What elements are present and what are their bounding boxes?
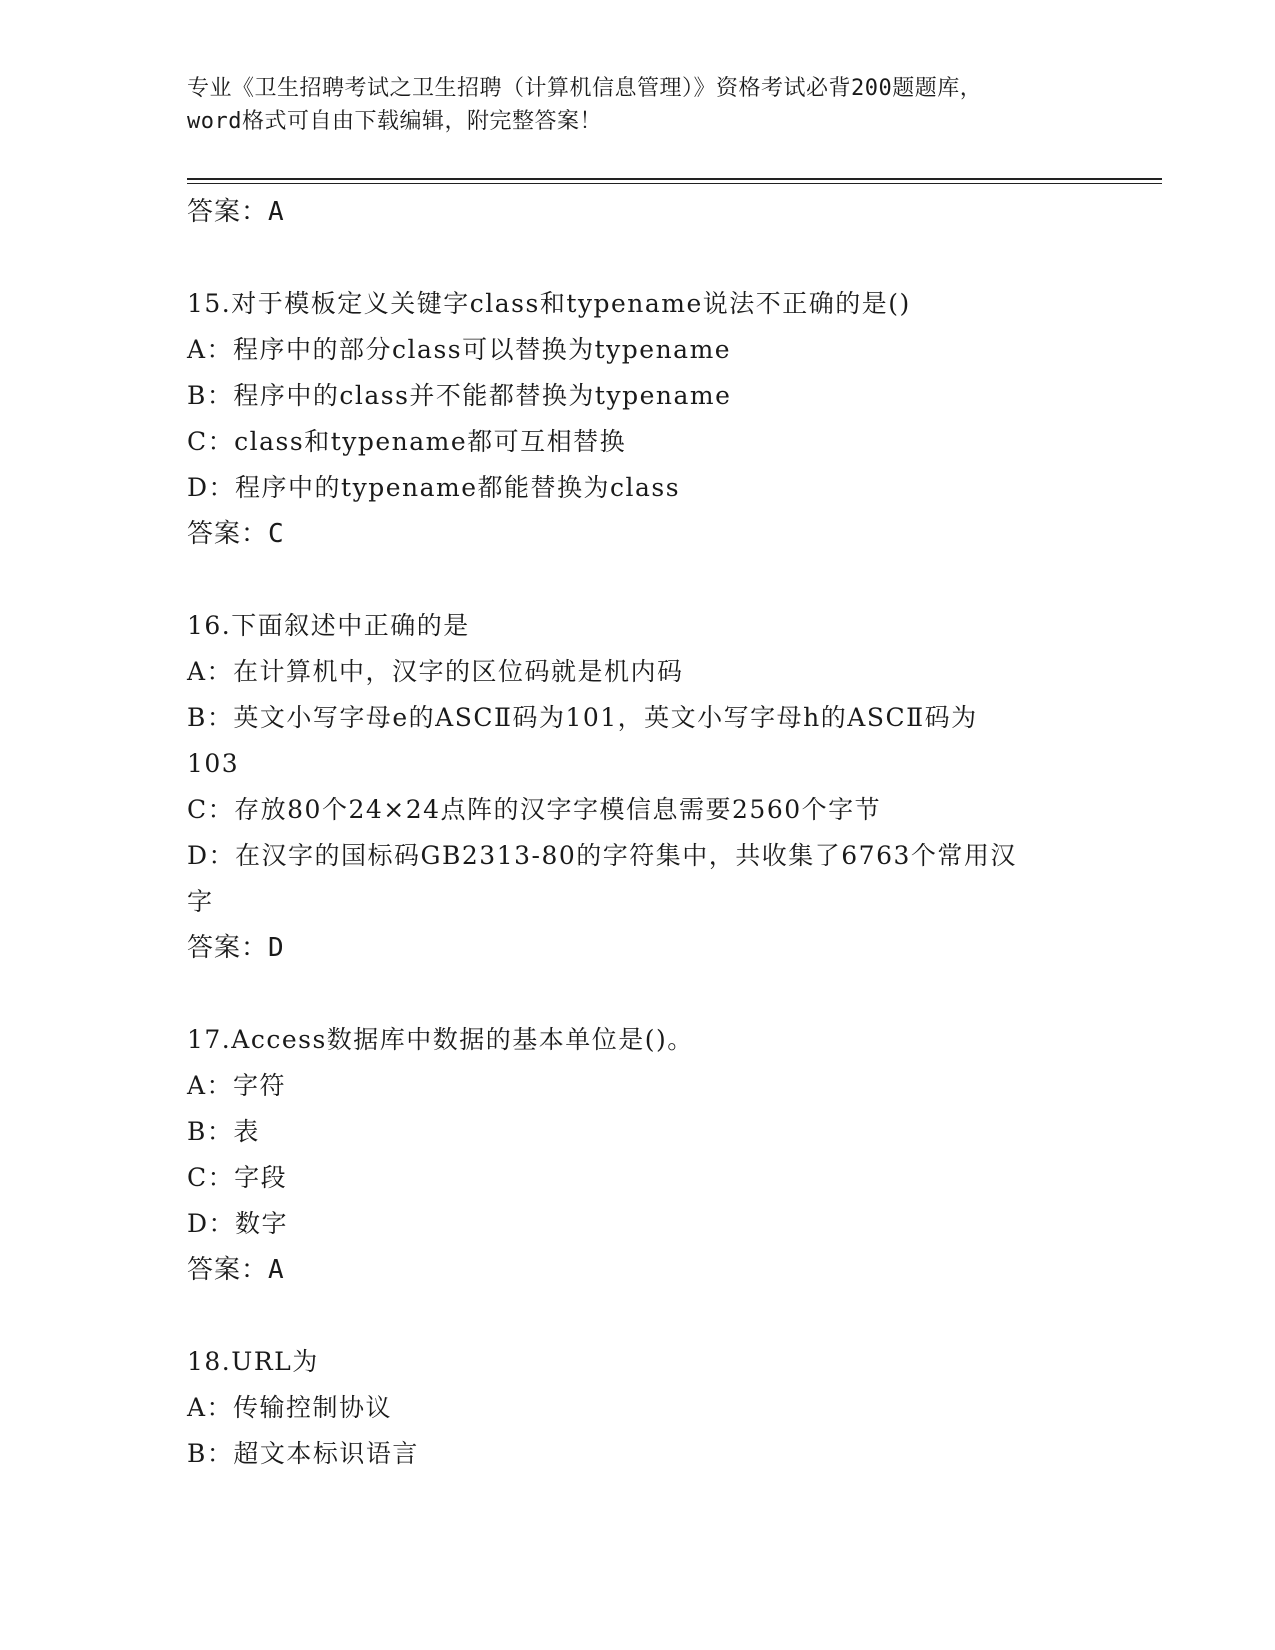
- header-title-line-2: word格式可自由下载编辑，附完整答案！: [187, 109, 602, 134]
- option-d: D：数字: [187, 1209, 289, 1238]
- answer-16: 答案：D: [187, 933, 285, 963]
- question-15: [187, 281, 1087, 557]
- question-stem: 16.下面叙述中正确的是: [187, 611, 470, 640]
- question-stem: 15.对于模板定义关键字class和typename说法不正确的是(): [187, 289, 911, 318]
- question-stem: 17.Access数据库中数据的基本单位是()。: [187, 1025, 694, 1054]
- option-d-continued: 字: [187, 887, 214, 916]
- option-a: A：在计算机中，汉字的区位码就是机内码: [187, 657, 684, 686]
- question-stem: 18.URL为: [187, 1347, 319, 1376]
- answer-17: 答案：A: [187, 1255, 285, 1285]
- option-d: D：程序中的typename都能替换为class: [187, 473, 681, 502]
- spacer: [187, 1293, 1087, 1339]
- option-b-continued: 103: [187, 749, 240, 778]
- question-list: [187, 189, 1087, 1477]
- question-17: [187, 1017, 1087, 1293]
- document-page: [187, 0, 1162, 1650]
- question-16: [187, 603, 1087, 971]
- option-c: C：存放80个24×24点阵的汉字字模信息需要2560个字节: [187, 795, 882, 824]
- document-header: [187, 72, 1087, 138]
- answer-15: 答案：C: [187, 519, 285, 549]
- option-a: A：字符: [187, 1071, 287, 1100]
- option-a: A：程序中的部分class可以替换为typename: [187, 335, 732, 364]
- spacer: [187, 557, 1087, 603]
- option-c: C：字段: [187, 1163, 288, 1192]
- option-a: A：传输控制协议: [187, 1393, 393, 1422]
- answer-14: 答案：A: [187, 197, 285, 227]
- option-b: B：程序中的class并不能都替换为typename: [187, 381, 732, 410]
- header-title-line-1: 专业《卫生招聘考试之卫生招聘（计算机信息管理）》资格考试必背200题题库，: [187, 76, 983, 101]
- question-18: [187, 1339, 1087, 1477]
- spacer: [187, 235, 1087, 281]
- option-b: B：表: [187, 1117, 260, 1146]
- option-b: B：超文本标识语言: [187, 1439, 419, 1468]
- option-c: C：class和typename都可互相替换: [187, 427, 627, 456]
- option-b: B：英文小写字母e的ASCⅡ码为101，英文小写字母h的ASCⅡ码为: [187, 703, 978, 732]
- spacer: [187, 971, 1087, 1017]
- option-d: D：在汉字的国标码GB2313-80的字符集中，共收集了6763个常用汉: [187, 841, 1017, 870]
- header-divider: [187, 178, 1162, 184]
